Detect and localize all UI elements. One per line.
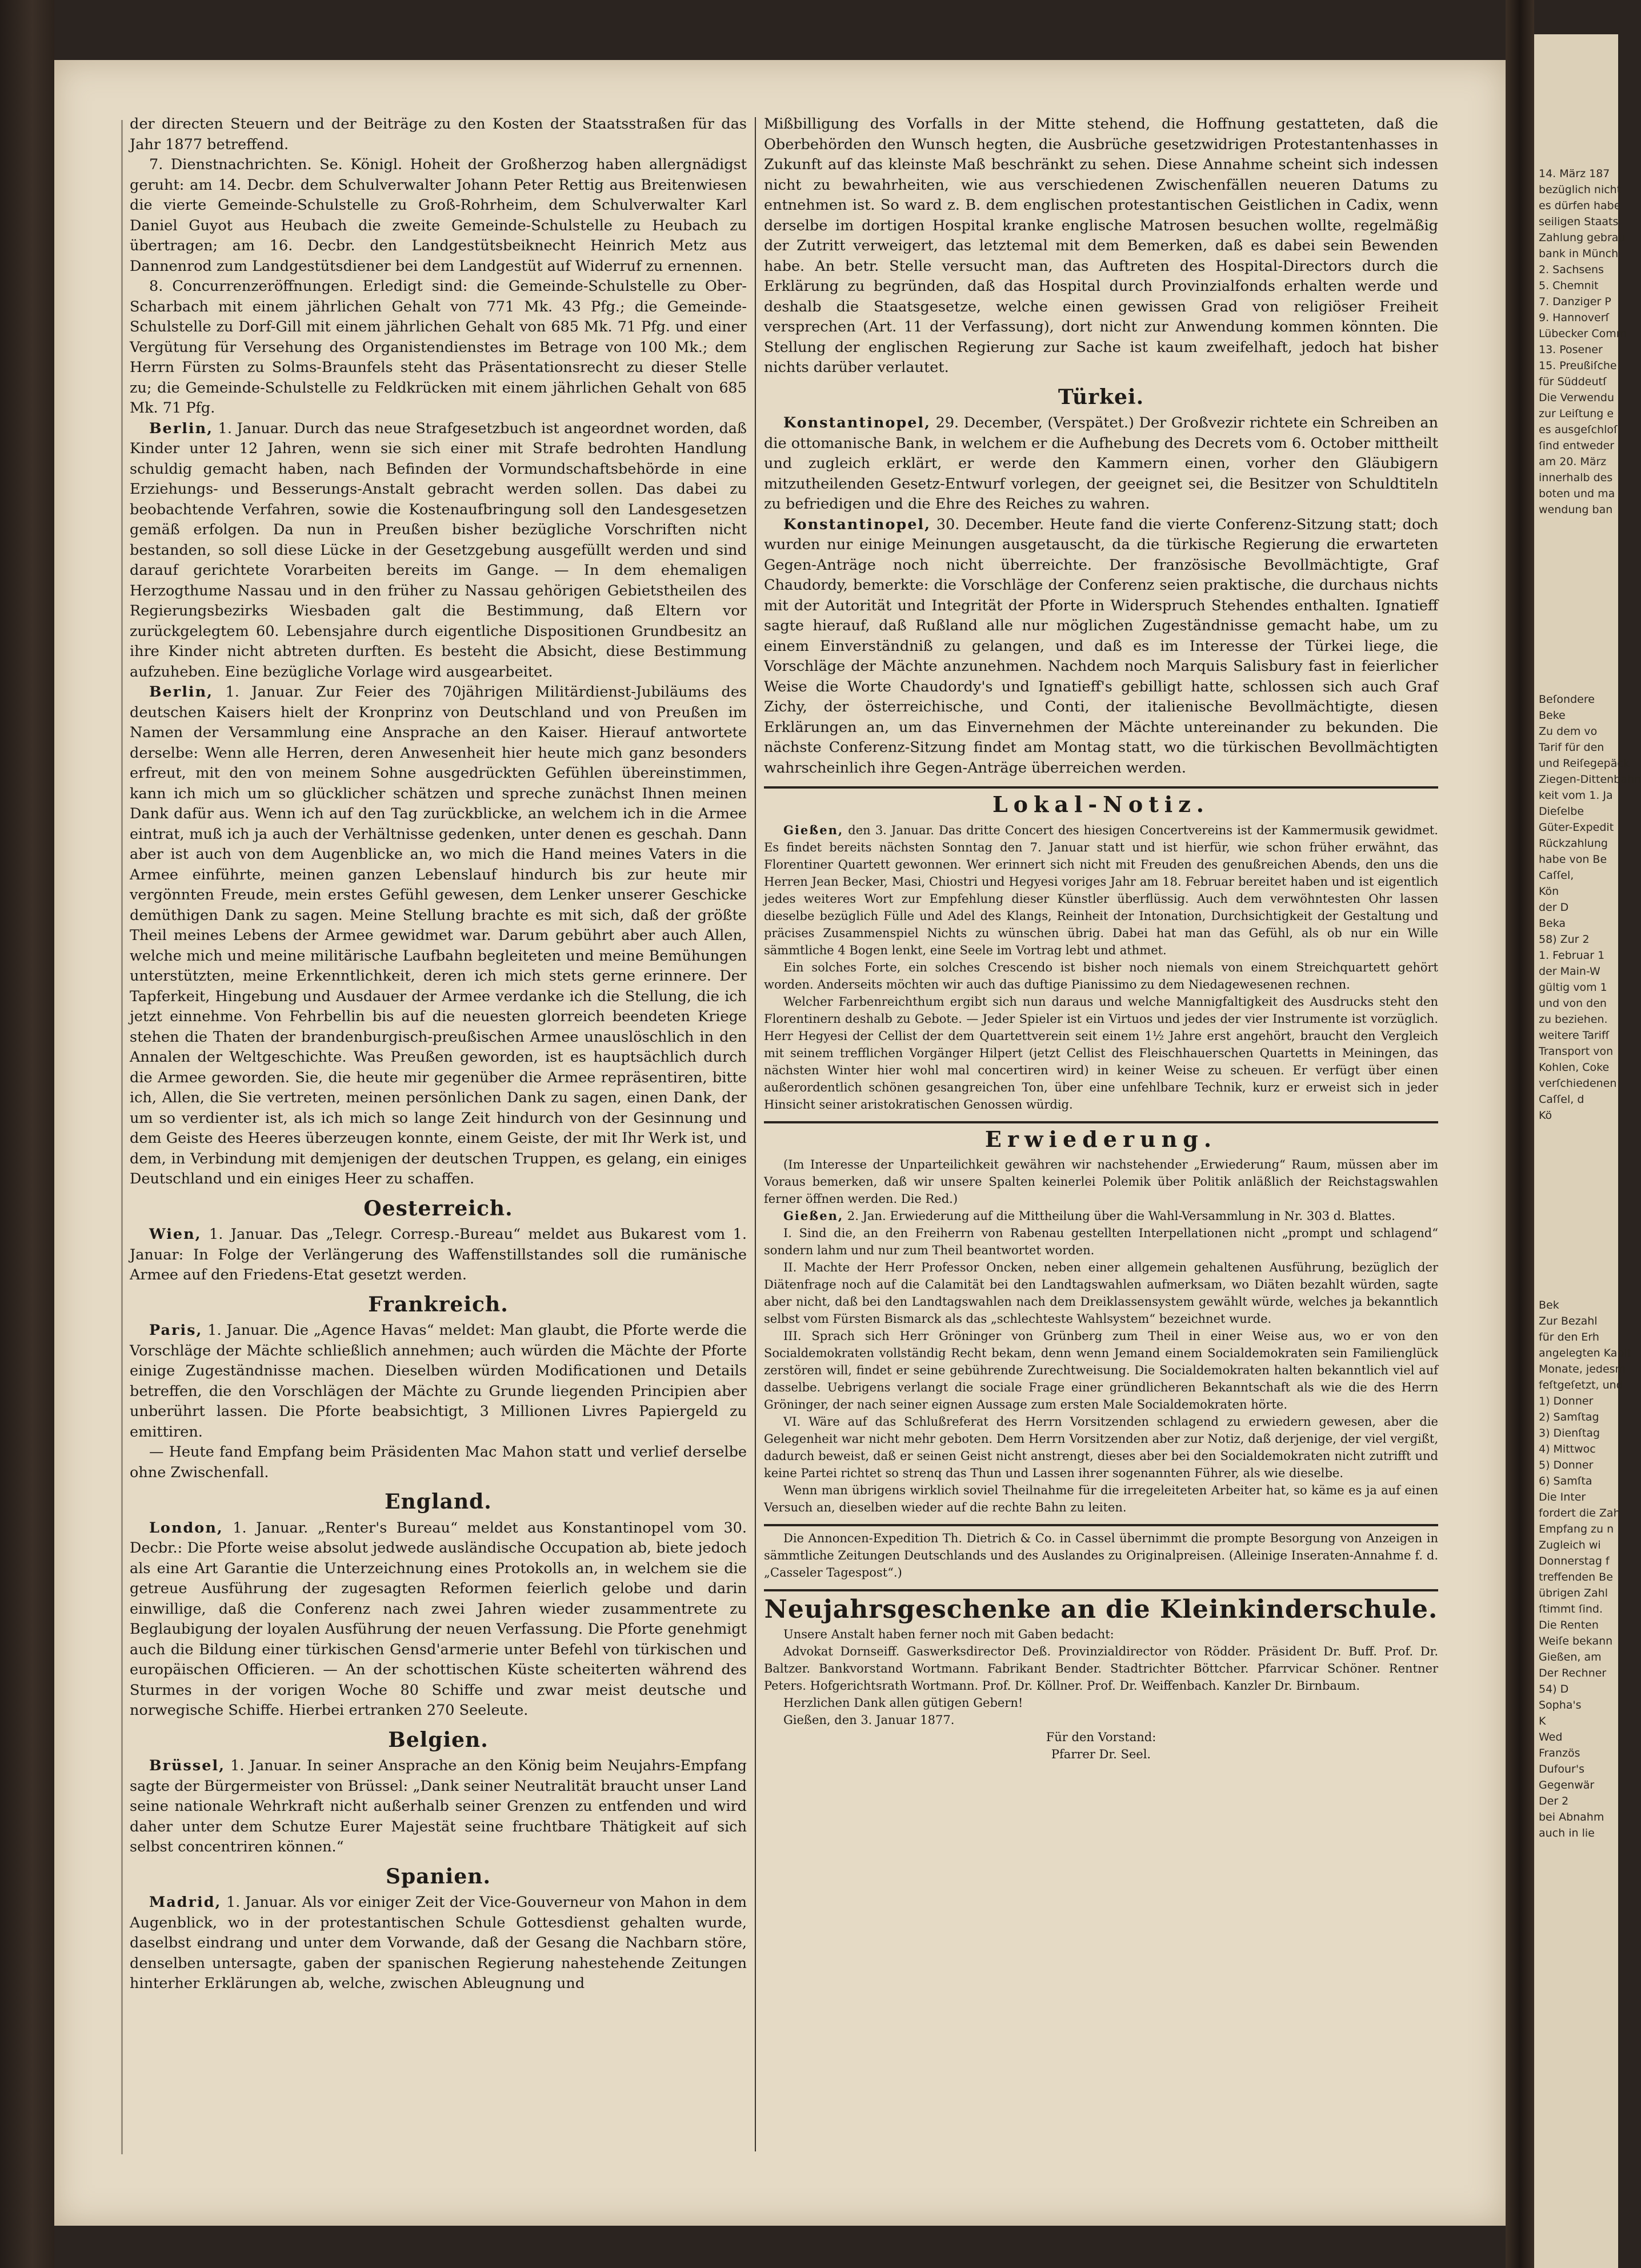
ad-thanks: Herzlichen Dank allen gütigen Gebern! xyxy=(783,1695,1023,1710)
adjacent-page-line: am 20. März xyxy=(1539,455,1607,468)
bruessel-article xyxy=(130,1756,747,1858)
london-article xyxy=(130,1518,747,1721)
adjacent-page-line: 6) Samſta xyxy=(1539,1475,1592,1487)
adjacent-page-line: bei Abnahm xyxy=(1539,1811,1604,1823)
adjacent-page-line: 13. Posener xyxy=(1539,343,1603,356)
adjacent-page-line: Empfang zu n xyxy=(1539,1523,1614,1535)
adjacent-page-line: keit vom 1. Ja xyxy=(1539,789,1613,802)
adjacent-page-line: und Reiſegepäck xyxy=(1539,757,1630,770)
adjacent-page-line: Zu dem vo xyxy=(1539,725,1598,738)
adjacent-page-line: bank in Münch xyxy=(1539,247,1619,260)
konstantinopel-text-2: 30. December. Heute fand die vierte Conferenz-Sitzung statt; doch wurden nur einige Meinungen ausgetauscht, da die türkische Regierung die erwarteten Gegen-Anträge noch nicht überreichte. Der französische Bevollmächtigte, Graf Chaudordy, bemerkte: die Vorschläge der Conferenz seien praktische, die durchaus nichts mit der Autorität und Integrität der Pforte in Widerspruch Stehendes enthalten. Ignatieff sagte hierauf, daß Rußland alle nur möglichen Zugeständnisse gemacht habe, um zu einem Einverständniß zu gelangen, und daß es im Interesse der Türkei liege, die Vorschläge der Mächte anzunehmen. Nachdem noch Marquis Salisbury fast in feierlicher Weise die Worte Chaudordy's und Ignatieff's gebilligt hatte, schlossen sich auch Graf Zichy, der österreichische, und Conti, der italienische Bevollmächtigte, diesen Erklärungen an, um das Einvernehmen der Mächte untereinander zu bekunden. Die nächste Conferenz-Sitzung findet am Montag statt, wo die türkischen Bevollmächtigten wahrscheinlich ihre Gegen-Anträge überreichen werden. xyxy=(764,515,1439,777)
section-rule xyxy=(764,1589,1438,1591)
adjacent-page-line: für den Erh xyxy=(1539,1331,1599,1343)
adjacent-page-line: Französ xyxy=(1539,1747,1580,1759)
section-heading-england: England. xyxy=(385,1490,492,1514)
adjacent-page-line: 1. Februar 1 xyxy=(1539,949,1605,962)
adjacent-page-line: 54) D xyxy=(1539,1683,1569,1695)
adjacent-page-line: angelegten Kapit xyxy=(1539,1347,1632,1359)
section-rule xyxy=(764,1524,1438,1526)
adjacent-page-line: verſchiedenen xyxy=(1539,1077,1617,1090)
adjacent-page-line: es ausgeſchloſ xyxy=(1539,423,1618,436)
section-heading-oesterreich: Oesterreich. xyxy=(363,1196,513,1221)
right-column xyxy=(764,114,1438,1763)
paris-article-cont: — Heute fand Empfang beim Präsidenten Mac Mahon statt und verlief derselbe ohne Zwischenfall. xyxy=(130,1443,747,1481)
adjacent-page-line: 9. Hannoverſ xyxy=(1539,311,1610,324)
adjacent-page-line: Zugleich wi xyxy=(1539,1539,1601,1551)
erwiederung-block xyxy=(764,1156,1438,1516)
adjacent-page-line: Caſſel, d xyxy=(1539,1093,1584,1106)
adjacent-page-line: ſtimmt ſind. xyxy=(1539,1603,1603,1615)
spain-article-cont: Mißbilligung des Vorfalls in der Mitte stehend, die Hoffnung gestatteten, daß die Oberbehörden den Wunsch hegten, die Ausbrüche gesetzwidrigen Protestantenhasses in Zukunft auf das kleinste Maß beschränkt zu sehen. Diese Annahme scheint sich indessen nicht zu bewahrheiten, wie aus verschiedenen Zwischenfällen neueren Datums zu entnehmen ist. So ward z. B. dem englischen protestantischen Geistlichen in Cadix, wenn derselbe im dortigen Hospital kranke englische Matrosen besuchen wollte, regelmäßig der Zutritt verweigert, das letztemal mit dem Bemerken, daß es dabei sein Bewenden habe. An betr. Stelle versucht man, das Auftreten des Hospital-Directors durch die Erklärung zu begründen, daß das Hospital durch Provinzialfonds erhalten werde und deshalb die Staatsgesetze, welche einen gewissen Grad von religiöser Freiheit versprechen (Art. 11 der Verfassung), dort nicht zur Anwendung kommen könnten. Die Stellung der englischen Regierung zur Sache ist kaum zweifelhaft, jedoch hat bisher nichts darüber verlautet. xyxy=(764,115,1438,376)
wien-text: 1. Januar. Das „Telegr. Corresp.-Bureau“ meldet aus Bukarest vom 1. Januar: In Folge der Verlängerung des Waffenstillstandes soll die rumänische Armee auf den Friedens-Etat gesetzt werden. xyxy=(130,1226,747,1283)
adjacent-page-line: 5. Chemnit xyxy=(1539,279,1599,292)
erwiederung-closing: Wenn man übrigens wirklich soviel Theilnahme für die irregeleiteten Arbeiter hat, so käme es ja auf einen Versuch an, dieselben wieder auf die rechte Bahn zu leiten. xyxy=(764,1483,1438,1514)
section-rule xyxy=(764,786,1438,789)
adjacent-page-line: treffenden Be xyxy=(1539,1571,1613,1583)
adjacent-page-line: innerhalb des xyxy=(1539,471,1613,484)
adjacent-page-line: es dürfen habe xyxy=(1539,199,1621,212)
adjacent-page-line: Kö xyxy=(1539,1109,1552,1122)
adjacent-page-line: Beke xyxy=(1539,709,1566,722)
dateline-giessen-2: Gießen, xyxy=(783,1209,844,1223)
adjacent-page-line: Tarif für den xyxy=(1539,741,1604,754)
adjacent-page-line: 58) Zur 2 xyxy=(1539,933,1590,946)
adjacent-page-line: Ziegen-Dittenbahn xyxy=(1539,773,1641,786)
section-heading-belgien: Belgien. xyxy=(388,1727,489,1752)
adjacent-page-line: Die Inter xyxy=(1539,1491,1586,1503)
left-column xyxy=(130,114,747,1994)
adjacent-page-line: 1) Donner xyxy=(1539,1395,1594,1407)
column-divider xyxy=(755,117,756,2151)
adjacent-page-line: Beſondere xyxy=(1539,693,1595,706)
adjacent-page-line: Dieſelbe xyxy=(1539,805,1584,818)
adjacent-page-lines-2 xyxy=(1539,691,1641,1123)
ad-signature-line-2: Pfarrer Dr. Seel. xyxy=(1051,1747,1151,1761)
adjacent-page-line: Lübecker Comm xyxy=(1539,327,1627,340)
ad-date: Gießen, den 3. Januar 1877. xyxy=(783,1713,955,1727)
lokal-text-3: Welcher Farbenreichthum ergibt sich nun daraus und welche Mannigfaltigkeit des Ausdrucks steht den Florentinern deshalb zu Gebote. — Jeder Spieler ist ein Virtuos und jedes der vier Instrumente ist vorzüglich. Herr Hegyesi der Cellist der dem Quartettverein seit einem 1½ Jahre erst angehört, braucht den Vergleich mit seinem trefflichen Vorgänger Hilpert (jetzt Cellist des Fleischhauerschen Quartetts in Meiningen, das nächsten Winter hier wohl mal concertiren wird) in keiner Weise zu scheuen. Er verfügt über einen außerordentlich schönen gesangreichen Ton, über eine unfehlbare Technik, kurz er erweist sich in jeder Hinsicht seiner aristokratischen Genossen würdig. xyxy=(764,994,1438,1111)
ad-signature-line-1: Für den Vorstand: xyxy=(1046,1730,1156,1744)
adjacent-page-line: Weiſe bekann xyxy=(1539,1635,1613,1647)
concurrenz-paragraph: 8. Concurrenzeröffnungen. Erledigt sind: die Gemeinde-Schulstelle zu Ober-Scharbach mit einem jährlichen Gehalt von 771 Mk. 43 Pfg.; die Gemeinde-Schulstelle zu Dorf-Gill mit einem jährlichen Gehalt von 685 Mk. 71 Pfg. und einer Vergütung für Versehung des Organistendienstes im Betrage von 100 Mk.; dem Herrn Fürsten zu Solms-Braunfels steht das Präsentationsrecht zu dieser Stelle zu; die Gemeinde-Schulstelle zu Feldkrücken mit einem jährlichen Gehalt von 685 Mk. 71 Pfg. xyxy=(130,278,747,417)
adjacent-page-line: ſind entweder xyxy=(1539,439,1615,452)
konstantinopel-text-1: 29. December, (Verspätet.) Der Großvezir richtete ein Schreiben an die ottomanische Bank, in welchem er die Aufhebung des Decrets vom 6. October mittheilt und zugleich erklärt, er werde den Kammern einen, vorher den Gläubigern mitzutheilenden Gesetz-Entwurf vorlegen, der geeignet sei, die Besitzer von Schuldtiteln zu befriedigen und die Ehre des Reiches zu wahren. xyxy=(764,414,1438,513)
adjacent-page-line: feſtgeſetzt, und xyxy=(1539,1379,1623,1391)
adjacent-page-line: für Süddeutſ xyxy=(1539,375,1607,388)
section-heading-frankreich: Frankreich. xyxy=(368,1292,509,1317)
adjacent-page-line: Der Rechner xyxy=(1539,1667,1607,1679)
adjacent-page-line: Gegenwär xyxy=(1539,1779,1595,1791)
adjacent-page-line: seiligen Staats xyxy=(1539,215,1619,228)
ad-intro: Unsere Anstalt haben ferner noch mit Gaben bedacht: xyxy=(783,1627,1114,1641)
erwiederung-point-2: II. Machte der Herr Professor Oncken, neben einer allgemein gehaltenen Ausführung, bezüglich der Diätenfrage noch auf die Calamität bei den Landtagswahlen aufmerksam, wo Diäten bezahlt würden, sagte aber nicht, daß bei den Landtagswahlen nach dem Dreiklassensystem gewählt würde, welches ja bekanntlich selbst vom Fürsten Bismarck als das „schlechteste Wahlsystem“ bezeichnet wurde. xyxy=(764,1261,1438,1326)
adjacent-page-line: gültig vom 1 xyxy=(1539,981,1607,994)
adjacent-page-line: Zahlung gebrau xyxy=(1539,231,1626,244)
adjacent-page-line: Donnerstag f xyxy=(1539,1555,1610,1567)
dienstnachrichten-paragraph: 7. Dienstnachrichten. Se. Königl. Hoheit der Großherzog haben allergnädigst geruht: am 14. Decbr. dem Schulverwalter Johann Peter Rettig aus Breitenwiesen die vierte Gemeinde-Schulstelle zu Groß-Rohrheim, dem Schulverwalter Karl Daniel Guyot aus Heubach die zweite Gemeinde-Schulstelle zu Heubach zu übertragen; am 16. Decbr. den Landgestütsbeiknecht Heinrich Metz aus Dannenrod zum Landgestütsdiener bei dem Landgestüt auf Widerruf zu ernennen. xyxy=(130,156,747,275)
adjacent-page-line: Die Verwendu xyxy=(1539,391,1615,404)
adjacent-page-line: 7. Danziger P xyxy=(1539,295,1611,308)
book-binding-edge xyxy=(0,0,54,2268)
adjacent-page-line: Caſſel, xyxy=(1539,869,1574,882)
erwiederung-point-1: I. Sind die, an den Freiherrn von Rabenau gestellten Interpellationen nicht „prompt und schlagend“ sondern lahm und nur zum Theil beantwortet worden. xyxy=(764,1226,1438,1257)
erwiederung-intro xyxy=(764,1207,1438,1225)
ad-donor-names: Advokat Dornseiff. Gaswerksdirector Deß. Provinzialdirector von Rödder. Präsident Dr. Buff. Prof. Dr. Baltzer. Bankvorstand Wortmann. Fabrikant Bender. Stadtrichter Böttcher. Pfarrvicar Schöner. Rentner Peters. Hofgerichtsrath Wortmann. Prof. Dr. Köllner. Prof. Dr. Weiffenbach. Kanzler Dr. Birnbaum. xyxy=(764,1644,1438,1693)
column-frame-line xyxy=(121,120,123,2154)
adjacent-page-line: auch in lie xyxy=(1539,1827,1595,1839)
adjacent-page-line: zu beziehen. xyxy=(1539,1013,1608,1026)
adjacent-page-line: Wed xyxy=(1539,1731,1563,1743)
lokal-text-1: den 3. Januar. Das dritte Concert des hiesigen Concertvereins ist der Kammermusik gewidmet. Es findet bereits nächsten Sonntag den 7. Januar statt und ist hierfür, wie schon früher erwähnt, das Florentiner Quartett gewonnen. Wer erinnert sich nicht mit Freuden des genußreichen Abends, den uns die Herren Jean Becker, Masi, Chiostri und Hegyesi voriges Jahr am 18. Februar bereitet haben und ist eigentlich jedes weiteres Wort zur Empfehlung dieser Künstler überflüssig. Auch dem verwöhntesten Ohr lassen dieselbe bezüglich Fülle und Adel des Klangs, Reinheit der Intonation, Durchsichtigkeit der Gestaltung und präcises Zusammenspiel Nichts zu wünschen übrig. Dabei hat man das Gefühl, als ob nur ein Wille sämmtliche 4 Bogen lenkt, eine Seele im Vortrag lebt und athmet. xyxy=(764,823,1438,957)
erwiederung-intro-text: 2. Jan. Erwiederung auf die Mittheilung über die Wahl-Versammlung in Nr. 303 d. Blattes. xyxy=(847,1209,1395,1223)
berlin-text-1: 1. Januar. Durch das neue Strafgesetzbuch ist angeordnet worden, daß Kinder unter 12 Jahren, wenn sie sich einer mit Strafe bedrohten Handlung schuldig gemacht haben, nach Befinden der Vormundschaftsbehörde in eine Erziehungs- und Besserungs-Anstalt gebracht werden sollen. Das dabei zu beobachtende Verfahren, sowie die Kostenaufbringung soll den Landesgesetzen gemäß erfolgen. Da nun in Preußen bisher bezügliche Vorschriften nicht bestanden, so soll diese Lücke in der Gesetzgebung ausgefüllt werden und sind darauf gerichtete Vorarbeiten bereits im Gange. — In dem ehemaligen Herzogthume Nassau und in den früher zu Nassau gehörigen Gebietstheilen des Regierungsbezirks Wiesbaden galt die Bestimmung, daß Eltern vor zurückgelegtem 60. Lebensjahre durch eigentliche Dispositionen Grundbesitz an ihre Kinder nicht abtreten durften. Es besteht die Absicht, diese Bestimmung aufzuheben. Eine bezügliche Vorlage wird ausgearbeitet. xyxy=(130,419,747,681)
adjacent-page-line: 15. Preußiſche xyxy=(1539,359,1617,372)
adjacent-page-line: und von den xyxy=(1539,997,1607,1010)
adjacent-page-line: wendung ban xyxy=(1539,503,1613,516)
adjacent-page-lines-3 xyxy=(1539,1297,1631,1841)
adjacent-page-line: Bek xyxy=(1539,1299,1559,1311)
kleinkinderschule-ad xyxy=(764,1626,1438,1763)
annoncen-expedition-ad: Die Annoncen-Expedition Th. Dietrich & Co. in Cassel übernimmt die prompte Besorgung von Anzeigen in sämmtliche Zeitungen Deutschlands und des Auslandes zu Originalpreisen. (Alleinige Inseraten-Annahme f. d. „Casseler Tagespost“.) xyxy=(764,1531,1438,1579)
section-heading-erwiederung: Erwiederung. xyxy=(984,1126,1218,1152)
adjacent-page-line: habe von Be xyxy=(1539,853,1607,866)
adjacent-page-line: Monate, jedesm xyxy=(1539,1363,1626,1375)
adjacent-page-line: fordert die Zah xyxy=(1539,1507,1620,1519)
adjacent-page-line: Rückzahlung xyxy=(1539,837,1608,850)
section-heading-lokal-notiz: Lokal-Notiz. xyxy=(992,791,1210,817)
adjacent-page-line: boten und ma xyxy=(1539,487,1615,500)
dateline-giessen: Gießen, xyxy=(783,822,844,837)
lokal-notiz-block xyxy=(764,822,1438,1113)
wien-article xyxy=(130,1225,747,1286)
erwiederung-point-6: VI. Wäre auf das Schlußreferat des Herrn Vorsitzenden schlagend zu erwiedern gewesen, aber die Gelegenheit war nicht mehr geboten. Dem Herrn Vorsitzenden aber zur Notiz, daß derjenige, der viel vergißt, dadurch beweist, daß er seinen Geist nicht anstrengt, dieses aber bei den Socialdemokraten nicht zutrifft und keine Partei richtet so strenq das Thun und Lassen ihrer sogenannten Führer, als wie dieselbe. xyxy=(764,1415,1438,1480)
adjacent-page-line: Zur Bezahl xyxy=(1539,1315,1598,1327)
section-heading-tuerkei: Türkei. xyxy=(1058,385,1144,409)
lokal-text-2: Ein solches Forte, ein solches Crescendo ist bisher noch niemals von einem Streichquartett gehört worden. Anderseits möchten wir auch das duftige Pianissimo zu dem Niedagewesenen rechnen. xyxy=(764,960,1438,991)
adjacent-page-line: bezüglich nicht xyxy=(1539,183,1622,196)
adjacent-page-line: weitere Tarifſ xyxy=(1539,1029,1610,1042)
adjacent-page-line: Beka xyxy=(1539,917,1566,930)
bruessel-text: 1. Januar. In seiner Ansprache an den König beim Neujahrs-Empfang sagte der Bürgermeister von Brüssel: „Dank seiner Neutralität braucht unser Land seine nationale Wehrkraft nicht außerhalb seiner Grenzen zu entfenden und wird daher unter dem Schutze Eurer Majestät seine fruchtbare Thätigkeit auf sich selbst concentriren können.“ xyxy=(130,1757,747,1855)
adjacent-page-line: der Main-W xyxy=(1539,965,1600,978)
paris-article xyxy=(130,1321,747,1442)
adjacent-page-line: zur Leiſtung e xyxy=(1539,407,1614,420)
dateline-berlin-2: Berlin, xyxy=(149,683,214,701)
page-gutter xyxy=(1506,0,1534,2268)
adjacent-page-line: Sopha's xyxy=(1539,1699,1582,1711)
dateline-konstantinopel-2: Konstantinopel, xyxy=(783,515,931,533)
adjacent-page-line: 2) Samſtag xyxy=(1539,1411,1599,1423)
section-heading-spanien: Spanien. xyxy=(386,1864,491,1889)
berlin-text-2: 1. Januar. Zur Feier des 70jährigen Militärdienst-Jubiläums des deutschen Kaisers hielt der Kronprinz von Deutschland und von Preußen im Namen der Versammlung eine Ansprache an den Kaiser. Hierauf antwortete derselbe: Wenn alle Herren, deren Anwesenheit hier heute mich ganz besonders erfreut, mit den von meinem Sohne ausgedrückten Gefühlen übereinstimmen, kann ich mich um so glücklicher schätzen und spreche zunächst Ihnen meinen Dank dafür aus. Wenn ich auf den Tag zurückblicke, an welchem ich in die Armee eintrat, muß ich ja auch der Verhältnisse gedenken, unter denen es geschah. Dann aber ist auch von dem Augenblicke an, wo mich die Hand meines Vaters in die Armee einführte, meinen ganzen Lebenslauf hindurch bis zur heute mir vergönnten Freude, mein erstes Gefühl gewesen, dem Lenker unserer Geschicke demüthigen Dank zu sagen. Meine Stellung brachte es mit sich, daß der größte Theil meines Lebens der Armee gewidmet war. Darum gebührt aber auch Allen, welche mich und meine militärische Laufbahn begleiteten und meine Bemühungen unterstützten, meine Erkenntlichkeit, deren ich mich stets gerne erinnere. Der Tapferkeit, Hingebung und Ausdauer der Armee verdanke ich die Stellung, die ich jetzt einnehme. Von Fehrbellin bis auf die neuesten glorreich beendeten Kriege stehen die Thaten der brandenburgisch-preußischen Armee unauslöschlich in den Annalen der Weltgeschichte. Was Preußen geworden, ist es hauptsächlich durch die Armee geworden. Sie, die heute mir gegenüber die Armee repräsentiren, bitte ich, Allen, die Sie vertreten, meinen persönlichen Dank zu sagen, einen Dank, der um so verdienter ist, als ich mich so lange Zeit hindurch von der Gesinnung und dem Geiste des Heeres überzeugen konnte, einem Geiste, der mit Ihr Werk ist, und dem, in Verbindung mit demjenigen der deutschen Truppen, es gelang, ein einiges Deutschland und ein einiges Heer zu schaffen. xyxy=(130,683,747,1187)
erwiederung-editor-note: (Im Interesse der Unparteilichkeit gewähren wir nachstehender „Erwiederung“ Raum, müssen aber im Voraus bemerken, daß wir unsere Spalten keinerlei Polemik über Politik anläßlich der Reichstagswahlen ferner öffnen werden. Die Red.) xyxy=(764,1158,1438,1206)
madrid-text: 1. Januar. Als vor einiger Zeit der Vice-Gouverneur von Mahon in dem Augenblick, wo in der protestantischen Schule Gottesdienst gehalten wurde, daselbst eindrang und unter dem Vorwande, daß der Gesang die Nachbarn störe, denselben untersagte, gaben der spanischen Regierung nahestehende Zeitungen hinterher Erklärungen ab, welche, zwischen Ableugnung und xyxy=(130,1894,747,1992)
adjacent-page-line: Der 2 xyxy=(1539,1795,1569,1807)
adjacent-page-line: der D xyxy=(1539,901,1569,914)
dateline-wien: Wien, xyxy=(149,1226,202,1243)
adjacent-page-line: 2. Sachsens xyxy=(1539,263,1604,276)
adjacent-page-line: 4) Mittwoc xyxy=(1539,1443,1596,1455)
berlin-article-1 xyxy=(130,419,747,683)
ad-title-neujahrsgeschenke: Neujahrsgeschenke an die Kleinkinderschule. xyxy=(764,1595,1438,1624)
dateline-paris: Paris, xyxy=(149,1322,203,1339)
intro-paragraph: der directen Steuern und der Beiträge zu den Kosten der Staatsstraßen für das Jahr 1877 betreffend. xyxy=(130,115,747,153)
adjacent-page-line: 5) Donner xyxy=(1539,1459,1594,1471)
adjacent-page-line: Kön xyxy=(1539,885,1559,898)
dateline-madrid: Madrid, xyxy=(149,1894,222,1911)
adjacent-page-line: Gießen, am xyxy=(1539,1651,1602,1663)
adjacent-page-line: Kohlen, Coke xyxy=(1539,1061,1610,1074)
adjacent-page-line: 3) Dienſtag xyxy=(1539,1427,1600,1439)
konstantinopel-article-2 xyxy=(764,515,1438,779)
adjacent-page-line: Die Renten xyxy=(1539,1619,1599,1631)
dateline-london: London, xyxy=(149,1519,223,1537)
paris-text: 1. Januar. Die „Agence Havas“ meldet: Man glaubt, die Pforte werde die Vorschläge der Mächte schließlich annehmen; auch würden die Mächte der Pforte einige Zugeständnisse machen. Dieselben würden Modificationen und Details betreffen, die den Vorschlägen der Mächte zu Grunde liegenden Principien aber unberührt lassen. Die Pforte beabsichtigt, 3 Millionen Livres Papiergeld zu emittiren. xyxy=(130,1322,747,1441)
section-rule xyxy=(764,1121,1438,1123)
adjacent-page-line: Dufour's xyxy=(1539,1763,1584,1775)
dateline-berlin-1: Berlin, xyxy=(149,419,214,437)
adjacent-page-lines-1 xyxy=(1539,166,1627,518)
madrid-article xyxy=(130,1893,747,1994)
dateline-bruessel: Brüssel, xyxy=(149,1757,226,1774)
lokal-article xyxy=(764,822,1438,959)
adjacent-page-line: K xyxy=(1539,1715,1546,1727)
adjacent-page-strip xyxy=(1534,34,1641,2268)
adjacent-page-line: Transport von xyxy=(1539,1045,1614,1058)
adjacent-page-line: 14. März 187 xyxy=(1539,167,1610,180)
dateline-konstantinopel-1: Konstantinopel, xyxy=(783,414,931,431)
konstantinopel-article-1 xyxy=(764,413,1438,515)
erwiederung-point-3: III. Sprach sich Herr Gröninger von Grünberg zum Theil in einer Weise aus, wo er von den Socialdemokraten vollständig Recht bekam, denn wenn Jemand einem Socialdemokraten sein Familienglück zerstören will, findet er seine gebührende Zurechtweisung. Die Socialdemokraten halten bekanntlich viel auf dasselbe. Uebrigens verlangt die sociale Frage einer gründlicheren Bekanntschaft als wie die des Herrn Gröninger, der nach seiner eignen Aussage zum ersten Male Socialdemokraten hörte. xyxy=(764,1329,1438,1411)
adjacent-page-line: übrigen Zahl xyxy=(1539,1587,1608,1599)
berlin-article-2 xyxy=(130,682,747,1190)
london-text: 1. Januar. „Renter's Bureau“ meldet aus Konstantinopel vom 30. Decbr.: Die Pforte weise absolut jedwede ausländische Occupation ab, biete jedoch als eine Art Garantie die Unterzeichnung eines Protokolls an, in welchem sie die getreue Ausführung der zugesagten Reformen feierlich gelobe und darin einwillige, daß die Conferenz nach zwei Jahren wieder zusammentrete zu Beglaubigung der loyalen Ausführung der neuen Verfassung. Die Pforte genehmigt auch die Bildung einer türkischen Gensd'armerie unter Befehl von türkischen und europäischen Officieren. — An der schottischen Küste scheiterten während des Sturmes in der vorigen Woche 80 Schiffe und zwar meist deutsche und norwegische Schiffe. Hierbei ertranken 270 Seeleute. xyxy=(130,1519,747,1719)
adjacent-page-line: Güter-Expedit xyxy=(1539,821,1614,834)
